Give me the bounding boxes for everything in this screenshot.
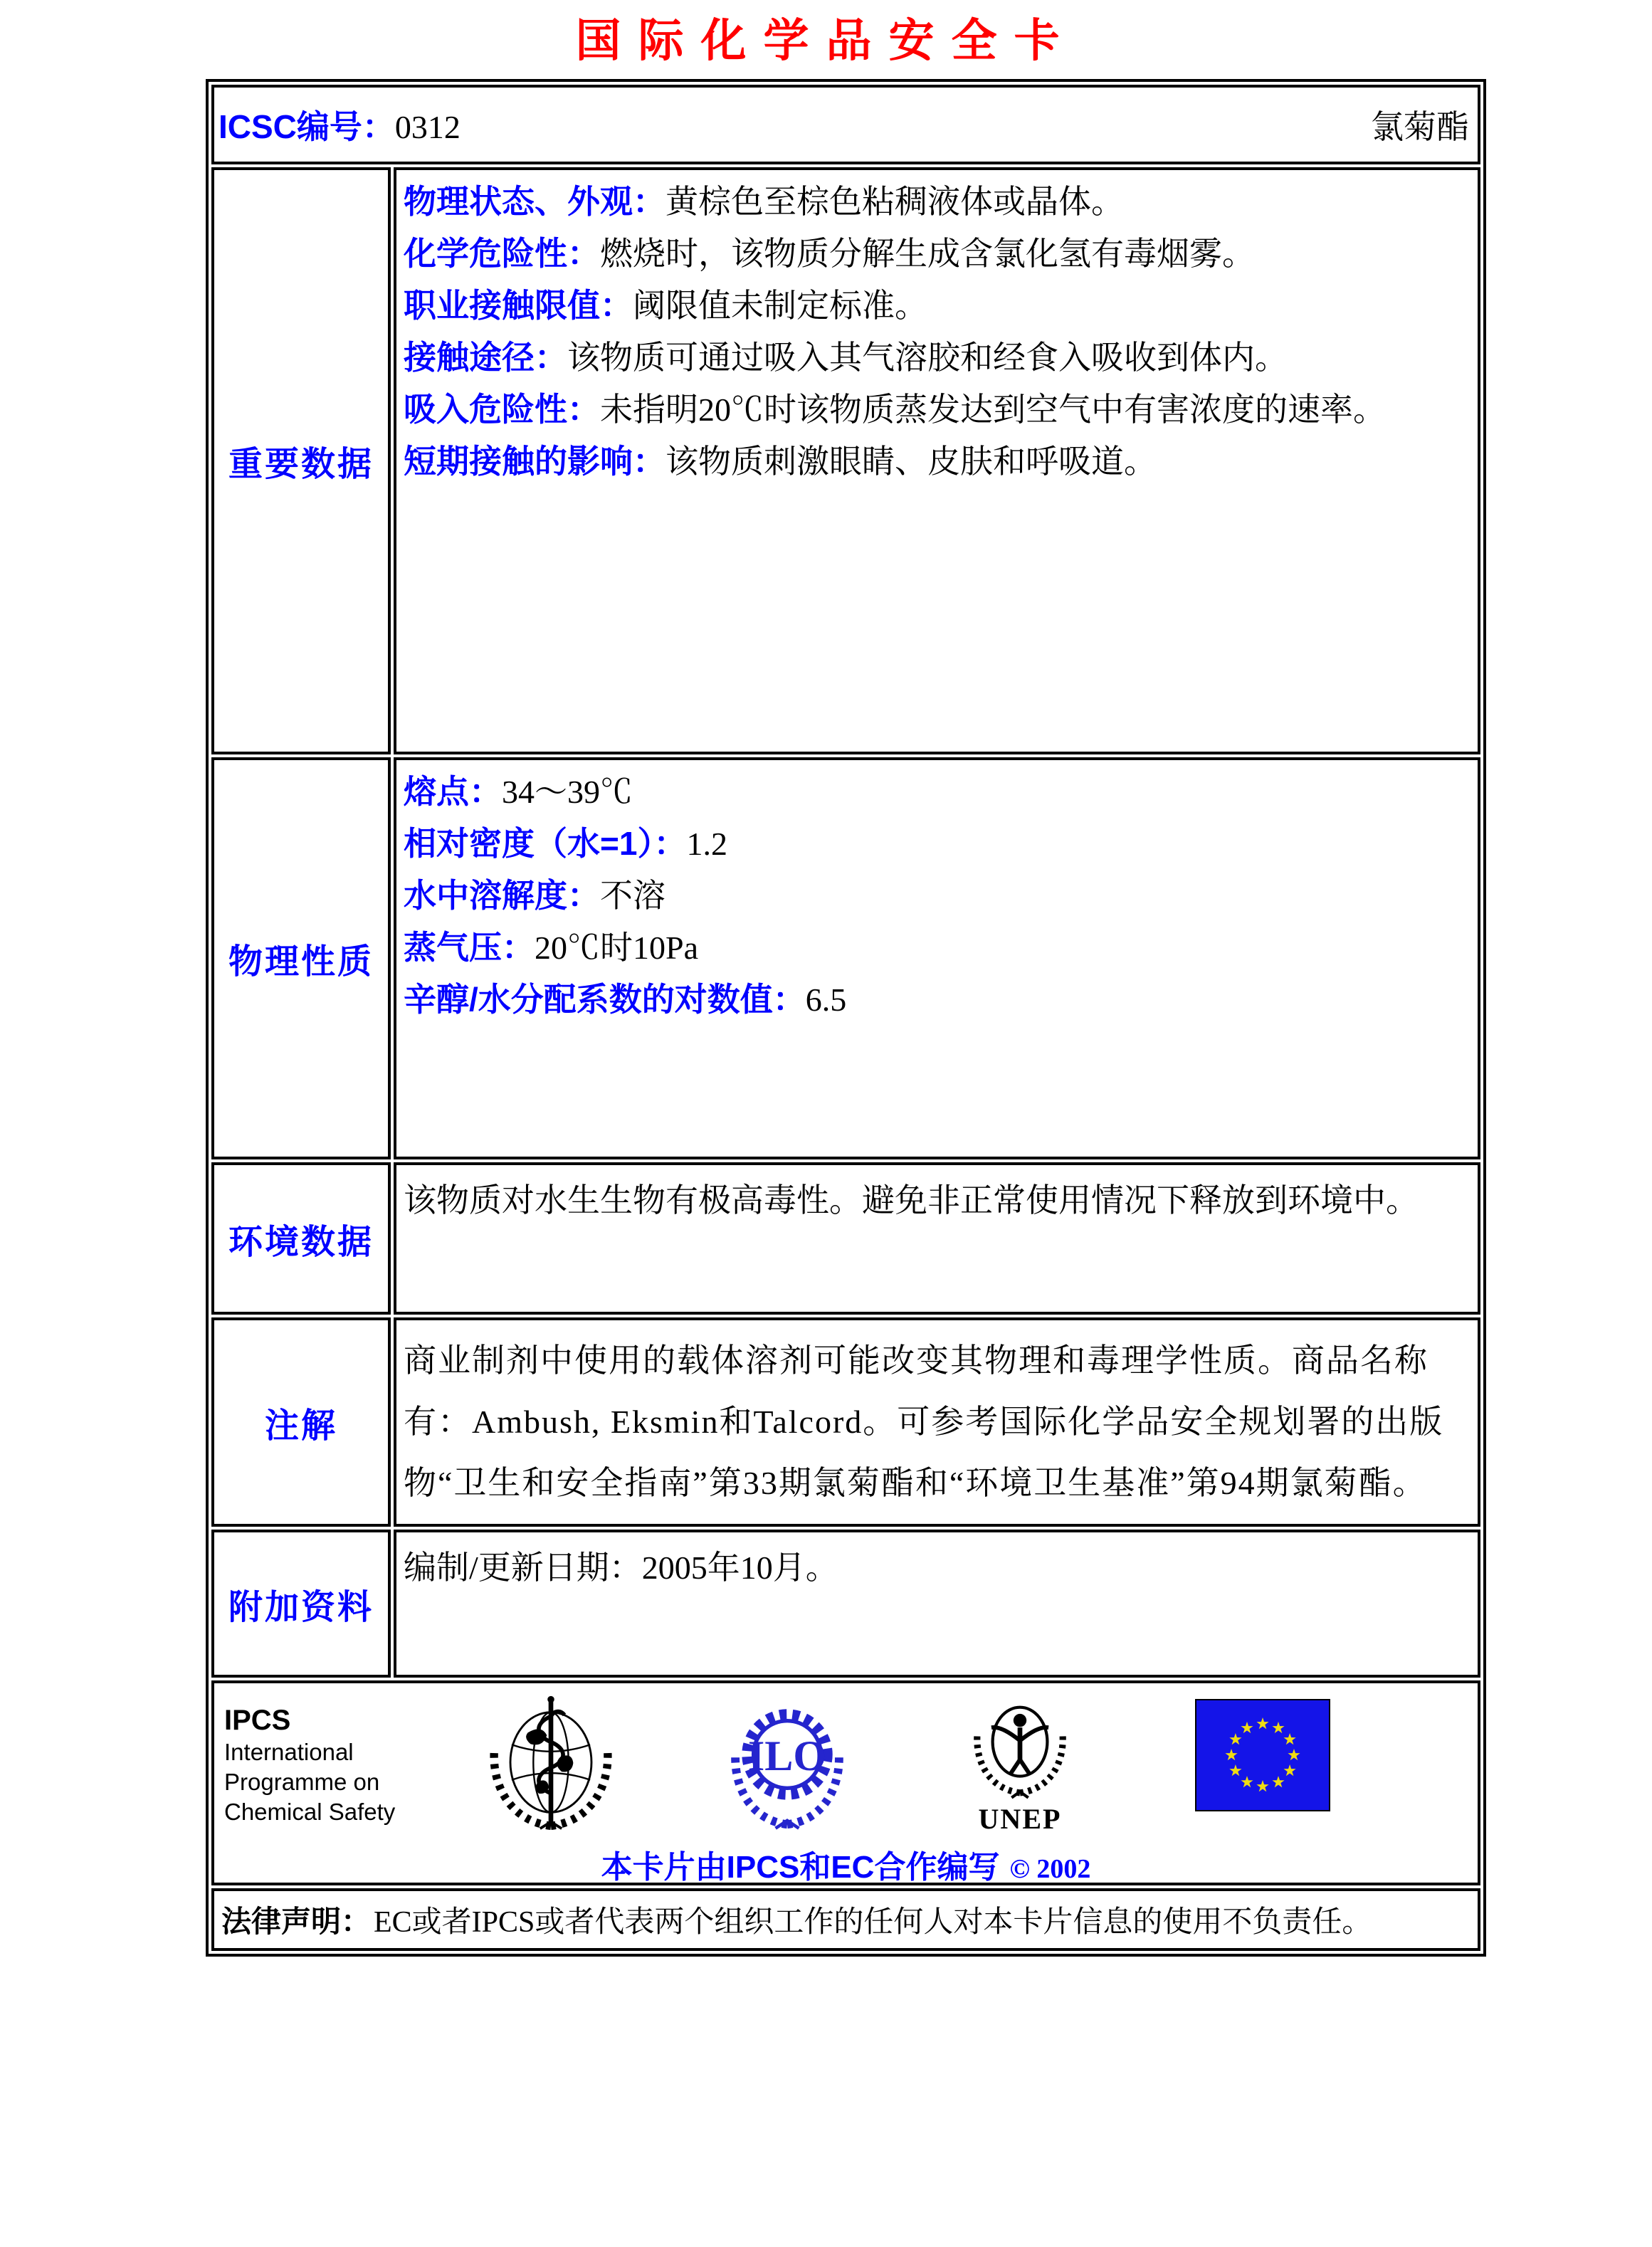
unep-caption: UNEP	[978, 1803, 1062, 1835]
who-logo	[483, 1693, 619, 1831]
legal-notice-label: 法律声明：	[221, 1905, 372, 1938]
field-label: 物理状态、外观：	[404, 183, 665, 220]
physical-property-line	[404, 766, 1471, 818]
field-value: 20℃时10Pa	[535, 930, 698, 966]
field-value: 该物质刺激眼睛、皮肤和呼吸道。	[665, 443, 1157, 480]
copyright-text: © 2002	[1009, 1854, 1091, 1884]
ipcs-text-block	[220, 1688, 475, 1827]
section-label-notes: 注解	[211, 1317, 391, 1527]
icsc-card	[206, 79, 1486, 1957]
section-content-notes	[394, 1317, 1480, 1527]
field-label: 职业接触限值：	[404, 287, 633, 324]
icsc-number-label: ICSC编号：	[219, 108, 395, 145]
section-label-environmental-data: 环境数据	[211, 1162, 391, 1315]
ilo-logo	[722, 1692, 852, 1831]
field-label: 熔点：	[404, 773, 502, 810]
ipcs-abbr: IPCS	[224, 1705, 291, 1736]
field-value: 6.5	[805, 982, 847, 1018]
section-content-important-data	[394, 167, 1480, 754]
field-value: 未指明20℃时该物质蒸发达到空气中有害浓度的速率。	[600, 391, 1386, 428]
field-label: 辛醇/水分配系数的对数值：	[404, 981, 806, 1018]
ipcs-name-line: Programme on	[224, 1769, 380, 1795]
additional-info-text: 编制/更新日期：2005年10月。	[404, 1549, 838, 1586]
field-label: 吸入危险性：	[404, 391, 600, 428]
legal-notice-text: EC或者IPCS或者代表两个组织工作的任何人对本卡片信息的使用不负责任。	[374, 1906, 1372, 1939]
field-value: 不溶	[600, 878, 665, 914]
field-label: 化学危险性：	[404, 235, 600, 272]
important-data-line	[404, 436, 1471, 488]
physical-property-line	[404, 870, 1471, 922]
section-label-physical-properties: 物理性质	[211, 757, 391, 1159]
notes-text: 商业制剂中使用的载体溶剂可能改变其物理和毒理学性质。商品名称有：Ambush, Eksmin和Talcord。可参考国际化学品安全规划署的出版物“卫生和安全指南”第33期氯菊酯和“环境卫生基准”第94期氯菊酯。	[404, 1342, 1444, 1501]
eu-flag-logo	[1195, 1699, 1330, 1811]
field-label: 短期接触的影响：	[404, 443, 665, 480]
environmental-data-text: 该物质对水生生物有极高毒性。避免非正常使用情况下释放到环境中。	[404, 1182, 1419, 1219]
credit-text: 本卡片由IPCS和EC合作编写	[601, 1850, 1000, 1885]
icsc-number	[219, 101, 461, 148]
ipcs-name-line: Chemical Safety	[224, 1799, 396, 1825]
important-data-line	[404, 280, 1471, 332]
page-title: 国际化学品安全卡	[575, 16, 1077, 66]
card-header-row	[211, 85, 1480, 164]
physical-property-line	[404, 974, 1471, 1026]
ipcs-name-line: International	[224, 1739, 354, 1765]
important-data-line	[404, 176, 1471, 228]
footer-logos-row	[211, 1680, 1480, 1885]
field-value: 燃烧时，该物质分解生成含氯化氢有毒烟雾。	[600, 236, 1255, 272]
field-value: 阈限值未制定标准。	[633, 288, 927, 324]
chemical-name: 氯菊酯	[1371, 109, 1469, 145]
section-content-additional-info	[394, 1530, 1480, 1678]
ilo-monogram: ILO	[747, 1731, 827, 1779]
physical-property-line	[404, 922, 1471, 974]
field-label: 接触途径：	[404, 339, 567, 376]
icsc-number-value: 0312	[394, 109, 461, 145]
unep-emblem	[960, 1692, 1080, 1800]
section-label-important-data: 重要数据	[211, 167, 391, 754]
unep-logo	[960, 1692, 1080, 1835]
legal-notice-row	[211, 1888, 1480, 1951]
field-label: 水中溶解度：	[404, 877, 600, 914]
section-content-environmental-data	[394, 1162, 1480, 1315]
field-value: 1.2	[686, 826, 727, 862]
important-data-line	[404, 228, 1471, 280]
logos-row	[214, 1688, 1478, 1840]
section-label-additional-info: 附加资料	[211, 1530, 391, 1678]
important-data-line	[404, 332, 1471, 384]
field-value: 34～39℃	[502, 774, 633, 810]
credit-line	[214, 1841, 1478, 1885]
physical-property-line	[404, 818, 1471, 870]
field-value: 该物质可通过吸入其气溶胶和经食入吸收到体内。	[567, 340, 1288, 376]
important-data-line	[404, 384, 1471, 436]
section-content-physical-properties	[394, 757, 1480, 1159]
field-label: 相对密度（水=1）：	[404, 825, 687, 862]
icsc-table	[211, 85, 1480, 1951]
field-value: 黄棕色至棕色粘稠液体或晶体。	[665, 184, 1124, 220]
field-label: 蒸气压：	[404, 929, 535, 966]
